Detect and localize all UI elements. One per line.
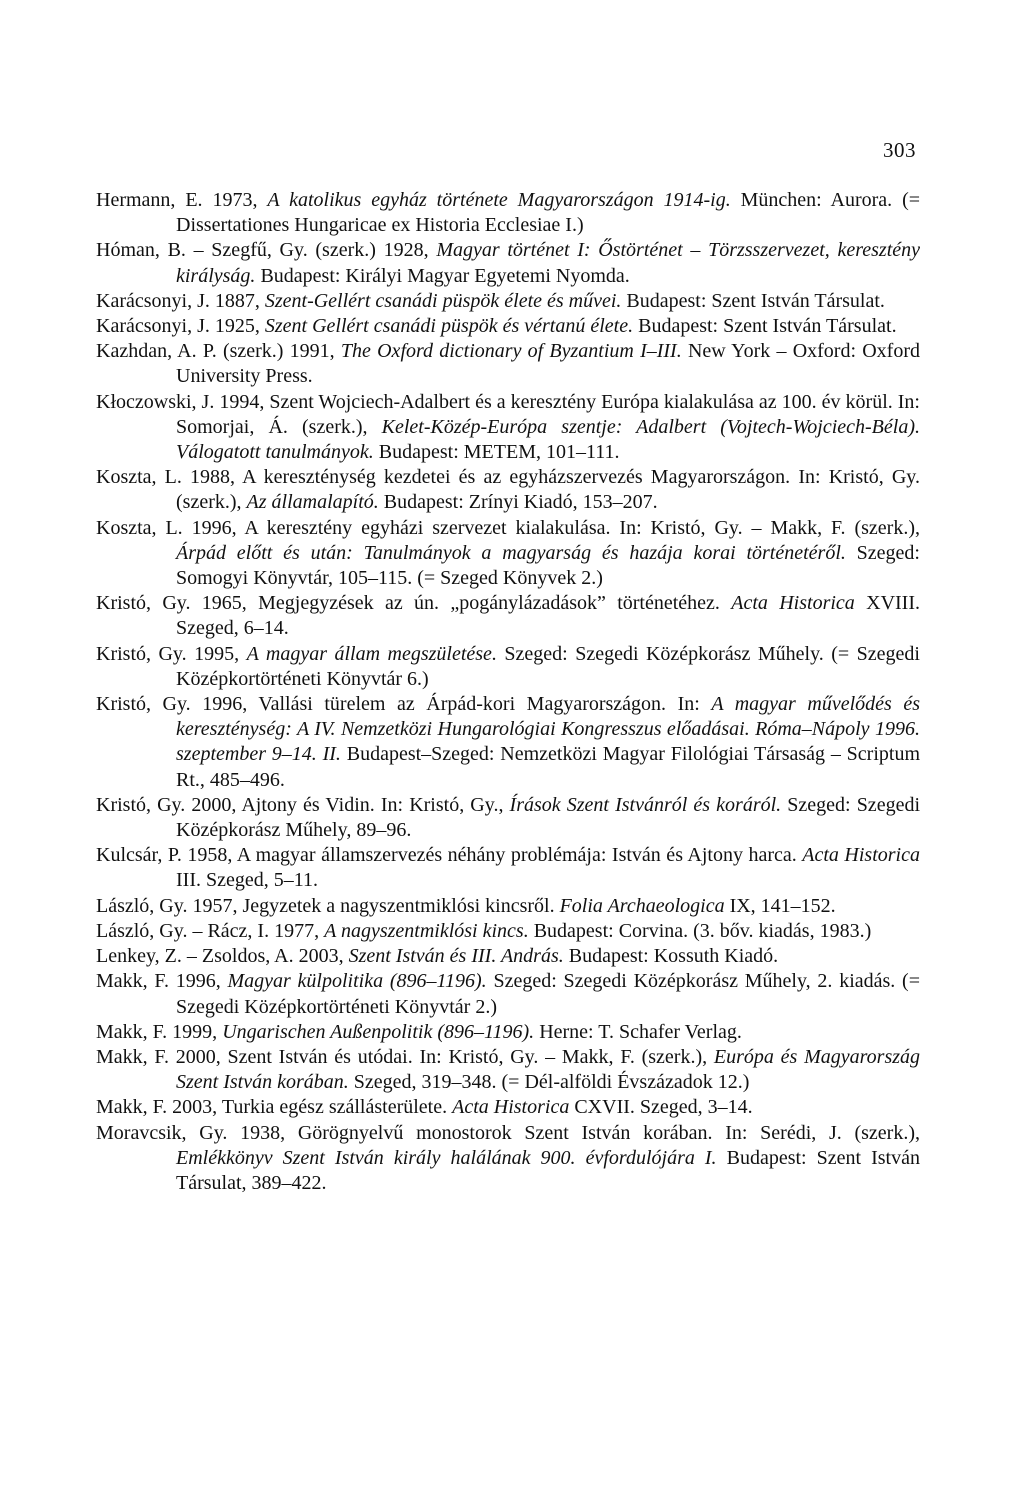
entry-text: Moravcsik, Gy. 1938, Görögnyelvű monostorok Szent István korában. In: Serédi, J. (szerk.), [96,1121,920,1144]
entry-title-italic: Emlékkönyv Szent István király halálának 900. évfordulójára I. [176,1146,717,1169]
entry-text: Szeged, 319–348. (= Dél-alföldi Évszázadok 12.) [348,1071,750,1094]
bibliography-entry [96,591,920,641]
entry-text: CXVII. Szeged, 3–14. [569,1096,753,1119]
entry-text: László, Gy. 1957, Jegyzetek a nagyszentmiklósi kincsről. [96,894,560,917]
entry-text: Kristó, Gy. 1965, Megjegyzések az ún. „pogánylázadások” történetéhez. [96,592,732,615]
bibliography-entry [96,516,920,592]
entry-title-italic: Folia Archaeologica [559,894,725,917]
entry-text: Szeged: Somogyi Könyvtár, 105–115. (= Szeged Könyvek 2.) [176,541,920,590]
entry-title-italic: Magyar történet I: Őstörténet – Törzsszervezet, keresztény királyság. [176,239,921,287]
entry-title-italic: Árpád előtt és után: Tanulmányok a magyarság és hazája korai történetéről. [176,541,846,564]
entry-text: New York – Oxford: Oxford University Press. [176,340,920,388]
bibliography-entry [96,188,920,238]
bibliography-entry [96,642,920,692]
entry-text: Lenkey, Z. – Zsoldos, A. 2003, [96,945,349,968]
entry-text: Karácsonyi, J. 1925, [96,315,265,338]
entry-title-italic: Ungarischen Außenpolitik (896–1196). [222,1020,535,1043]
entry-text: Kristó, Gy. 2000, Ajtony és Vidin. In: Kristó, Gy., [96,793,510,816]
entry-title-italic: Az államalapító. [246,491,379,514]
entry-text: Koszta, L. 1996, A keresztény egyházi szervezet kialakulása. In: Kristó, Gy. – Makk, F. (szerk.), [96,516,920,539]
entry-title-italic: A magyar művelődés és kereszténység: A IV. Nemzetközi Hungarológiai Kongresszus előadásai. Róma–Nápoly 1996. szeptember 9–14. II. [176,693,920,766]
entry-title-italic: A nagyszentmiklósi kincs. [324,919,529,942]
entry-text: Szeged: Szegedi Középkorász Műhely, 89–96. [176,793,920,842]
entry-title-italic: Szent Gellért csanádi püspök és vértanú élete. [264,315,634,338]
entry-text: Makk, F. 2003, Turkia egész szállásterülete. [96,1096,453,1119]
entry-title-italic: Acta Historica [731,592,855,615]
bibliography-entry [96,465,920,515]
entry-text: Budapest: METEM, 101–111. [373,441,620,464]
page-number: 303 [883,138,916,162]
entry-text: XVIII. Szeged, 6–14. [176,592,920,640]
entry-text: Budapest: Kossuth Kiadó. [563,945,779,968]
entry-text: Kristó, Gy. 1996, Vallási türelem az Árpád-kori Magyarországon. In: [96,693,712,716]
entry-text: Budapest: Szent István Társulat. [633,315,897,338]
entry-text: IX, 141–152. [724,894,836,917]
entry-title-italic: Európa és Magyarország Szent István korában. [176,1045,921,1094]
entry-text: Szeged: Szegedi Középkorász Műhely. (= Szegedi Középkortörténeti Könyvtár 6.) [176,642,920,690]
entry-text: Karácsonyi, J. 1887, [96,289,265,312]
bibliography-entry [96,314,920,339]
entry-text: Kłoczowski, J. 1994, Szent Wojciech-Adalbert és a keresztény Európa kialakulása az 100. év körül. In: Somorjai, Á. (szerk.), [96,390,920,438]
bibliography-entry [96,289,920,314]
bibliography-entry [96,1045,920,1095]
entry-text: Herne: T. Schafer Verlag. [534,1020,742,1043]
entry-title-italic: A katolikus egyház története Magyarországon 1914-ig. [267,189,731,211]
entry-text: Kristó, Gy. 1995, [96,642,247,665]
bibliography-entry [96,793,920,843]
entry-title-italic: Acta Historica [802,844,920,867]
bibliography-entry [96,339,920,389]
bibliography-entry [96,944,920,969]
entry-title-italic: Acta Historica [452,1096,570,1119]
entry-title-italic: The Oxford dictionary of Byzantium I–III. [340,340,682,363]
entry-text: Budapest: Szent István Társulat, 389–422. [176,1146,920,1194]
bibliography-entry [96,919,920,944]
entry-text: Budapest: Corvina. (3. bőv. kiadás, 1983.) [528,919,872,942]
bibliography-entry [96,238,920,288]
entry-text: Makk, F. 2000, Szent István és utódai. In: Kristó, Gy. – Makk, F. (szerk.), [96,1045,714,1068]
bibliography-entry [96,894,920,919]
entry-text: Makk, F. 1999, [96,1020,223,1043]
bibliography-entry [96,390,920,466]
entry-text: László, Gy. – Rácz, I. 1977, [96,919,325,942]
entry-text: Budapest: Zrínyi Kiadó, 153–207. [378,491,658,514]
bibliography-entry [96,1095,920,1120]
entry-title-italic: Írások Szent Istvánról és koráról. [509,793,782,816]
bibliography-list [96,188,920,1196]
entry-text: III. Szeged, 5–11. [176,869,318,892]
entry-text: Budapest–Szeged: Nemzetközi Magyar Filológiai Társaság – Scriptum Rt., 485–496. [176,743,921,791]
bibliography-entry [96,692,920,793]
entry-text: Hóman, B. – Szegfű, Gy. (szerk.) 1928, [96,239,437,262]
bibliography-entry [96,1020,920,1045]
entry-title-italic: Magyar külpolitika (896–1196). [227,970,487,993]
bibliography-entry [96,969,920,1019]
entry-text: München: Aurora. (= Dissertationes Hungaricae ex Historia Ecclesiae I.) [176,189,921,237]
entry-text: Kulcsár, P. 1958, A magyar államszervezés néhány problémája: István és Ajtony harca. [96,844,803,867]
entry-text: Budapest: Királyi Magyar Egyetemi Nyomda. [255,264,630,287]
entry-text: Makk, F. 1996, [96,970,228,993]
entry-title-italic: Szent István és III. András. [348,945,564,968]
entry-text: Koszta, L. 1988, A kereszténység kezdetei és az egyházszervezés Magyarországon. In: Kristó, Gy. (szerk.), [96,466,920,514]
entry-title-italic: A magyar állam megszületése. [246,642,497,665]
bibliography-entry [96,843,920,893]
entry-title-italic: Kelet-Közép-Európa szentje: Adalbert (Vojtech-Wojciech-Béla). Válogatott tanulmányok. [176,415,920,464]
entry-title-italic: Szent-Gellért csanádi püspök élete és művei. [264,289,622,312]
entry-text: Hermann, E. 1973, [96,189,268,211]
entry-text: Kazhdan, A. P. (szerk.) 1991, [96,340,341,363]
entry-text: Szeged: Szegedi Középkorász Műhely, 2. kiadás. (= Szegedi Középkortörténeti Könyvtár 2.) [176,970,920,1018]
entry-text: Budapest: Szent István Társulat. [621,289,885,312]
bibliography-entry [96,1121,920,1197]
